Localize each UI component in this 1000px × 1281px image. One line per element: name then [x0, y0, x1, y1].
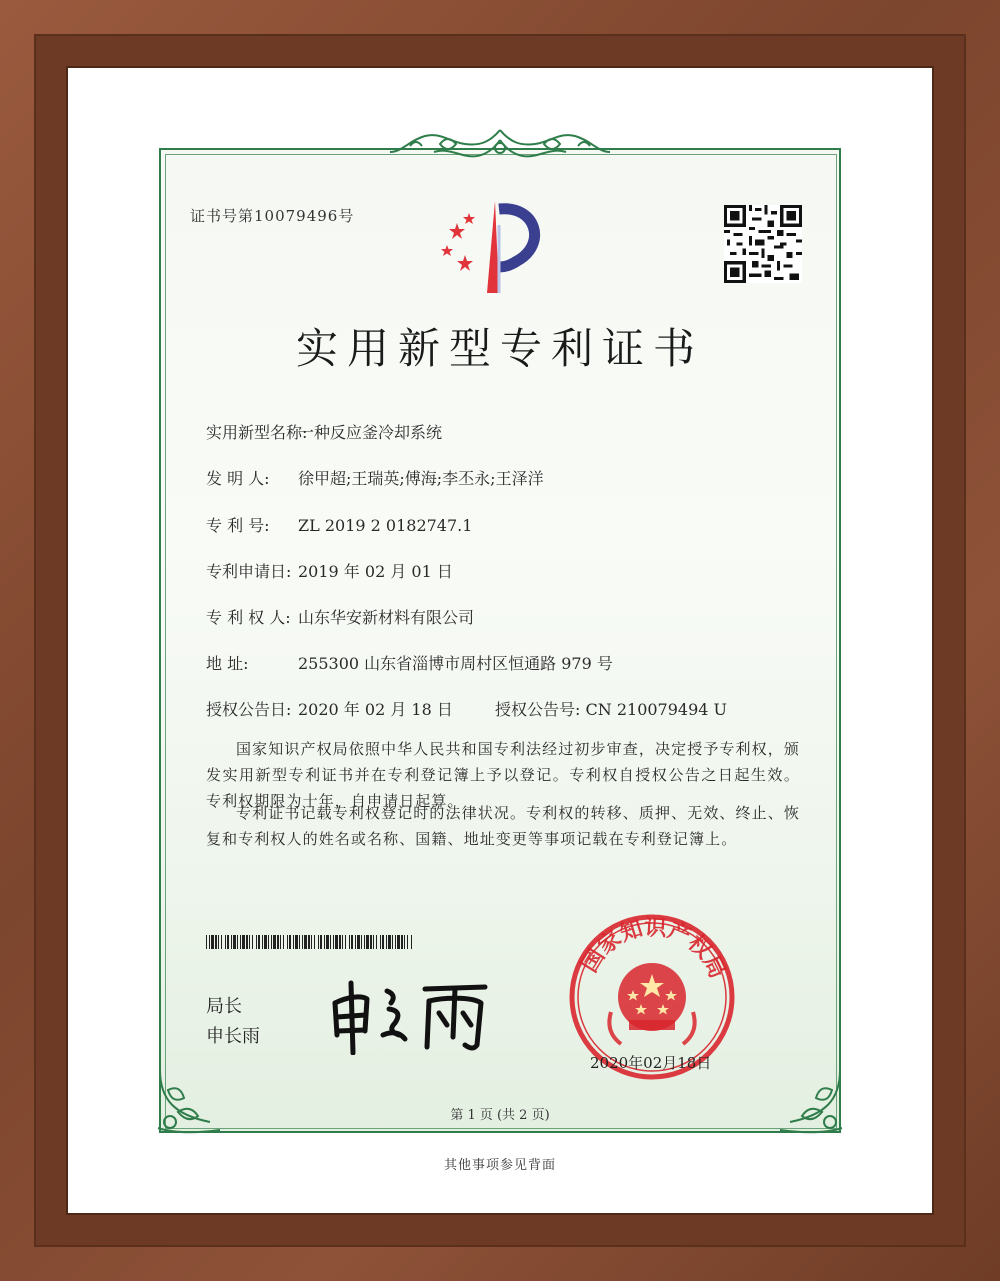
field-value: 山东华安新材料有限公司 — [298, 608, 475, 627]
field-value: 一种反应釜冷却系统 — [298, 423, 443, 442]
footer-note: 其他事项参见背面 — [443, 1158, 556, 1173]
legal-paragraph-1: 国家知识产权局依照中华人民共和国专利法经过初步审查，决定授予专利权，颁发实用新型专利证书并在专利登记簿上予以登记。专利权自授权公告之日起生效。专利权期限为十年，自申请日起算。 — [206, 740, 800, 810]
field-value: ZL 2019 2 0182747.1 — [298, 516, 473, 535]
field-grant-date-row — [206, 697, 453, 720]
top-ornament-icon — [380, 122, 620, 174]
seal-date: 2020年02月18日 — [590, 1054, 712, 1072]
field-value: 徐甲超;王瑞英;傅海;李丕永;王泽洋 — [298, 469, 544, 488]
field-announcement-row — [495, 697, 727, 720]
director-title: 局长 — [206, 996, 242, 1017]
field-address-row — [206, 651, 613, 674]
field-label: 地 址: — [206, 654, 249, 673]
page-indicator: 第 1 页 (共 2 页) — [450, 1108, 550, 1123]
certificate-number: 证书号第10079496号 — [190, 207, 355, 225]
field-label: 授权公告号: — [495, 700, 581, 719]
field-label: 授权公告日: — [206, 700, 292, 719]
field-label: 专 利 权 人: — [206, 608, 291, 627]
director-signature-icon — [325, 975, 500, 1055]
field-patent-number-row — [206, 513, 472, 536]
corner-ornament-left-icon — [150, 1060, 230, 1140]
field-value: 2019 年 02 月 01 日 — [298, 562, 453, 581]
field-application-date-row — [206, 559, 453, 582]
barcode-icon — [206, 935, 412, 949]
corner-ornament-right-icon — [770, 1060, 850, 1140]
field-label: 实用新型名称: — [206, 423, 308, 442]
certificate-title: 实用新型专利证书 — [295, 324, 704, 373]
field-inventor-row — [206, 466, 544, 489]
cnipa-logo-icon — [437, 195, 553, 295]
field-label: 专 利 号: — [206, 516, 270, 535]
field-value: 2020 年 02 月 18 日 — [298, 700, 453, 719]
seal-text: 国家知识产权局 — [577, 915, 730, 983]
field-patentee-row — [206, 605, 474, 628]
field-label: 发 明 人: — [206, 469, 270, 488]
field-value: CN 210079494 U — [585, 700, 728, 719]
director-name: 申长雨 — [206, 1026, 260, 1047]
legal-paragraph-2: 专利证书记载专利权登记时的法律状况。专利权的转移、质押、无效、终止、恢复和专利权人的姓名或名称、国籍、地址变更等事项记载在专利登记簿上。 — [206, 804, 800, 848]
field-label: 专利申请日: — [206, 562, 292, 581]
field-value: 255300 山东省淄博市周村区恒通路 979 号 — [298, 654, 613, 673]
field-name-row — [206, 420, 442, 443]
qr-code-icon — [724, 205, 802, 283]
